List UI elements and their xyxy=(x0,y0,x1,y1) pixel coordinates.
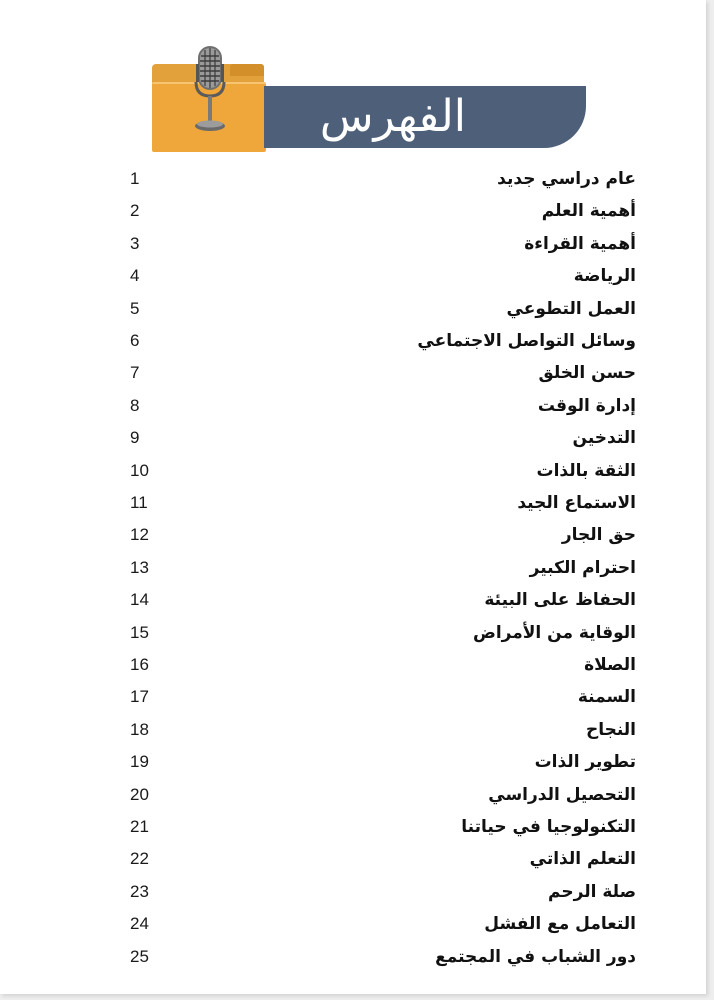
toc-entry-title: عام دراسي جديد xyxy=(497,169,636,189)
toc-row xyxy=(120,358,640,388)
toc-entry-title: التعلم الذاتي xyxy=(529,849,636,870)
toc-row xyxy=(120,844,640,874)
toc-page-number: 22 xyxy=(130,849,149,869)
toc-entry-title: الحفاظ على البيئة xyxy=(484,590,636,611)
toc-page-number: 4 xyxy=(130,266,140,286)
toc-entry-title: السمنة xyxy=(577,687,636,708)
toc-page-number: 24 xyxy=(130,914,149,934)
toc-row xyxy=(120,553,640,583)
toc-page-number: 25 xyxy=(130,946,149,966)
toc-row xyxy=(120,229,640,259)
toc-page-number: 14 xyxy=(130,590,149,610)
toc-page-number: 16 xyxy=(130,655,149,674)
toc-entry-title: أهمية العلم xyxy=(541,201,636,222)
toc-page-number: 8 xyxy=(130,395,140,415)
toc-entry-title: العمل التطوعي xyxy=(506,298,636,319)
toc-row xyxy=(120,682,640,712)
toc-entry-title: دور الشباب في المجتمع xyxy=(435,946,636,967)
toc-page-number: 17 xyxy=(130,687,149,707)
toc-page-number: 19 xyxy=(130,752,149,772)
toc-page-number: 20 xyxy=(130,784,149,804)
toc-row xyxy=(120,196,640,226)
toc-entry-title: حسن الخلق xyxy=(538,363,636,384)
toc-page-number: 6 xyxy=(130,331,140,350)
toc-entry-title: التكنولوجيا في حياتنا xyxy=(461,817,636,837)
toc-entry-title: احترام الكبير xyxy=(529,557,636,578)
toc-entry-title: صلة الرحم xyxy=(548,881,636,902)
toc-row xyxy=(120,164,640,194)
toc-page-number: 13 xyxy=(130,557,149,577)
toc-row xyxy=(120,423,640,453)
toc-page-number: 9 xyxy=(130,428,140,448)
toc-entry-title: الثقة بالذات xyxy=(536,460,636,481)
toc-row xyxy=(120,650,640,680)
toc-entry-title: النجاح xyxy=(585,719,636,740)
toc-page-number: 7 xyxy=(130,363,140,383)
toc-entry-title: إدارة الوقت xyxy=(537,395,636,416)
toc-row xyxy=(120,391,640,421)
toc-page-number: 15 xyxy=(130,622,149,642)
toc-row xyxy=(120,456,640,486)
toc-page-number: 12 xyxy=(130,525,149,545)
page-title: الفهرس xyxy=(319,91,466,142)
toc-row xyxy=(120,618,640,648)
toc-row xyxy=(120,747,640,777)
toc-row xyxy=(120,780,640,810)
toc-page-number: 21 xyxy=(130,817,149,836)
toc-row xyxy=(120,488,640,518)
toc-row xyxy=(120,715,640,745)
toc-page-number: 1 xyxy=(130,169,140,188)
toc-entry-title: الرياضة xyxy=(573,266,636,287)
toc-page-number: 2 xyxy=(130,201,140,221)
toc-row xyxy=(120,942,640,972)
toc-entry-title: الصلاة xyxy=(584,655,636,675)
toc-page-number: 5 xyxy=(130,298,140,318)
toc-page-number: 18 xyxy=(130,719,149,739)
toc-row xyxy=(120,585,640,615)
toc-row xyxy=(120,261,640,291)
toc-page-number: 23 xyxy=(130,881,149,901)
toc-row xyxy=(120,909,640,939)
toc-row xyxy=(120,877,640,907)
toc-entry-title: الاستماع الجيد xyxy=(517,493,636,513)
toc-page-number: 10 xyxy=(130,460,149,480)
toc-row xyxy=(120,812,640,842)
toc-page-number: 3 xyxy=(130,233,140,253)
toc-entry-title: التعامل مع الفشل xyxy=(484,914,636,935)
toc-entry-title: وسائل التواصل الاجتماعي xyxy=(417,331,636,351)
toc-entry-title: التحصيل الدراسي xyxy=(488,784,636,805)
toc-page-number: 11 xyxy=(130,493,148,512)
toc-entry-title: التدخين xyxy=(572,428,636,449)
toc-entry-title: حق الجار xyxy=(561,525,636,546)
toc-row xyxy=(120,294,640,324)
toc-entry-title: تطوير الذات xyxy=(534,752,636,773)
toc-row xyxy=(120,326,640,356)
toc-row xyxy=(120,520,640,550)
toc-entry-title: الوقاية من الأمراض xyxy=(472,622,636,643)
toc-entry-title: أهمية القراءة xyxy=(524,233,636,254)
